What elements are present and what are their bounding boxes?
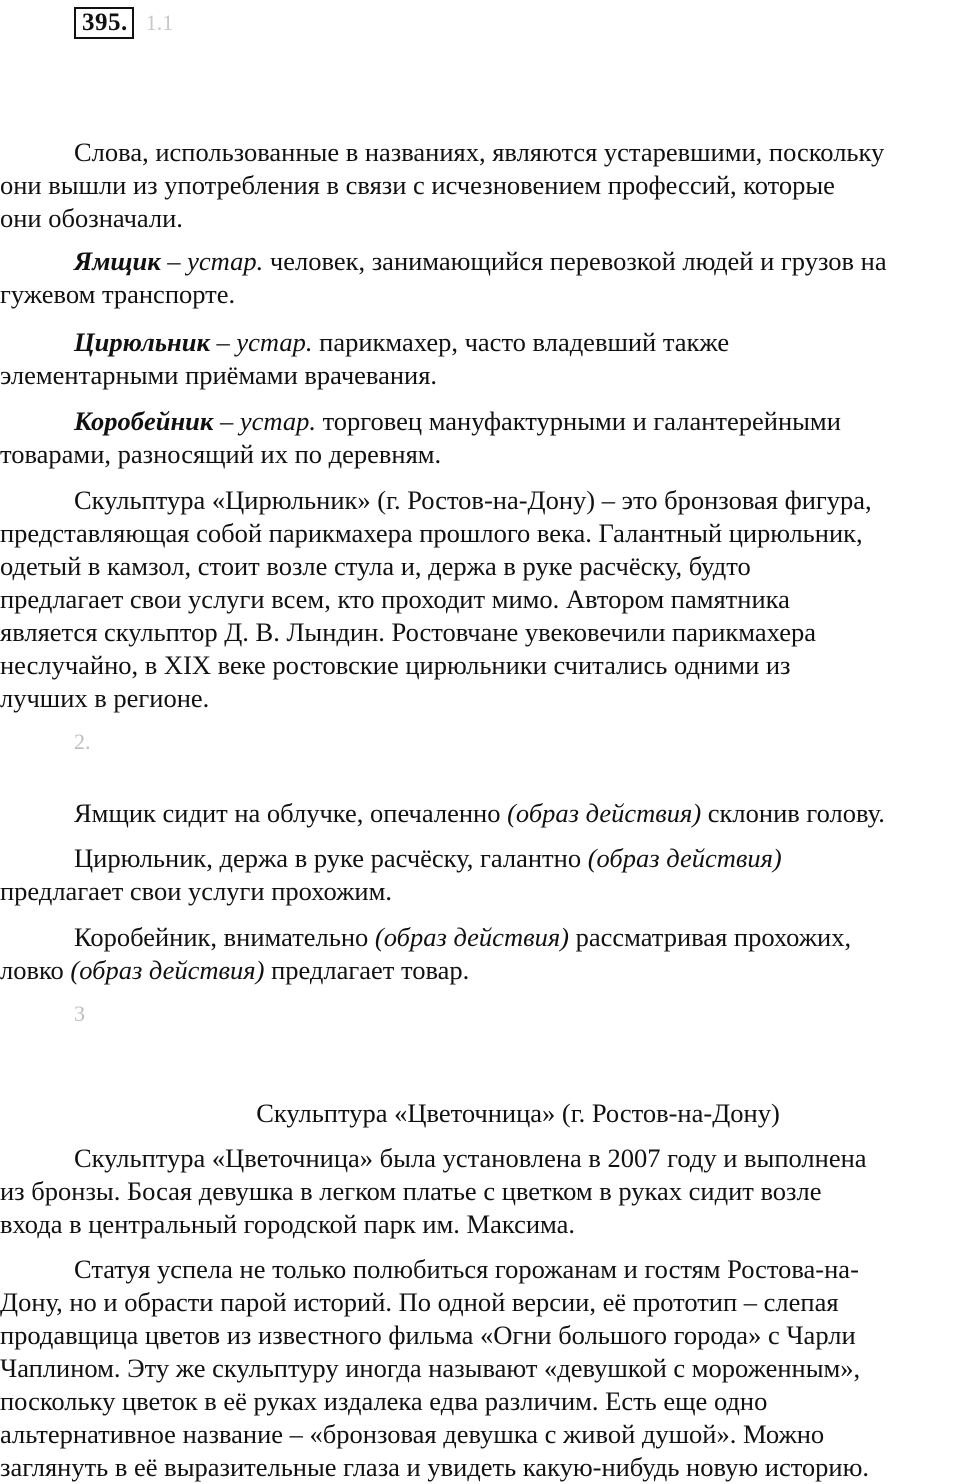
definition-text: человек, занимающийся перевозкой людей и грузов на (263, 246, 887, 276)
text-line: Слова, использованные в названиях, являются устаревшими, поскольку (74, 137, 885, 167)
definition-term: Коробейник (74, 406, 214, 436)
text-line (0, 842, 960, 875)
exercise-number: 395. (74, 7, 134, 39)
text-line: неслучайно, в XIX веке ростовские цирюльники считались одними из (0, 650, 791, 680)
exercise-header (74, 6, 173, 40)
text-line: Скульптура «Цветочница» была установлена в 2007 году и выполнена (74, 1143, 867, 1173)
grammar-note: (образ действия) (507, 798, 702, 828)
essay-paragraph-1 (0, 1142, 960, 1241)
text-line: из бронзы. Босая девушка в легком платье с цветком в руках сидит возле (0, 1176, 822, 1206)
text-line: лучших в регионе. (0, 683, 210, 713)
definition-text: парикмахер, часто владевший также (312, 327, 730, 357)
sentence-text: рассматривая прохожих, (568, 922, 852, 952)
sentence-korobeynik (0, 921, 960, 987)
text-line: Скульптура «Цирюльник» (г. Ростов-на-Дону) – это бронзовая фигура, (74, 485, 872, 515)
text-line: Дону, но и обрасти парой историй. По одной версии, её прототип – слепая (0, 1287, 839, 1317)
sentence-text: предлагает товар. (264, 955, 470, 985)
grammar-note: (образ действия) (587, 843, 782, 873)
definition-tsiryulnik (0, 326, 960, 392)
definition-korobeynik (0, 405, 960, 471)
text-line: продавщица цветов из известного фильма «Огни большого города» с Чарли (0, 1320, 856, 1350)
text-line: они обозначали. (0, 203, 183, 233)
essay-paragraph-2 (0, 1253, 960, 1484)
text-line: Чаплином. Эту же скульптуру иногда называют «девушкой с мороженным», (0, 1353, 861, 1383)
dash: – (209, 327, 237, 357)
sentence-text: Цирюльник, держа в руке расчёску, галантно (74, 843, 588, 873)
sentence-text: Ямщик сидит на облучке, опечаленно (74, 798, 508, 828)
sentence-text: Коробейник, внимательно (74, 922, 375, 952)
dash: – (213, 406, 240, 436)
part-marker-3: 3 (74, 1001, 85, 1026)
definition-term: Ямщик (74, 246, 161, 276)
definition-yamshchik (0, 245, 960, 311)
essay-title: Скульптура «Цветочница» (г. Ростов-на-Дону) (256, 1098, 780, 1128)
text-line: предлагает свои услуги прохожим. (0, 876, 392, 906)
text-line (0, 245, 960, 278)
text-line: элементарными приёмами врачевания. (0, 360, 438, 390)
text-line: одетый в камзол, стоит возле стула и, держа в руке расчёску, будто (0, 551, 751, 581)
sentence-tsiryulnik (0, 842, 960, 908)
sentence-text: ловко (0, 955, 71, 985)
text-line (0, 797, 960, 830)
text-line (0, 954, 960, 987)
definition-text: торговец мануфактурными и галантерейными (315, 406, 841, 436)
text-line: гужевом транспорте. (0, 279, 236, 309)
text-line (0, 921, 960, 954)
sentence-yamshchik (0, 797, 960, 830)
grammar-note: (образ действия) (70, 955, 265, 985)
abbreviation: устар. (239, 406, 316, 436)
text-line: является скульптор Д. В. Лындин. Ростовчане увековечили парикмахера (0, 617, 817, 647)
text-line (0, 326, 960, 359)
text-line: поскольку цветок в её руках издалека едва различим. Есть еще одно (0, 1386, 768, 1416)
part-marker-1: 1.1 (145, 10, 174, 35)
text-line: предлагает свои услуги всем, кто проходит мимо. Автором памятника (0, 584, 790, 614)
text-line: представляющая собой парикмахера прошлого века. Галантный цирюльник, (0, 518, 863, 548)
sentence-text: склонив голову. (701, 798, 885, 828)
text-line (0, 405, 960, 438)
text-line: Статуя успела не только полюбиться горожанам и гостям Ростова-на- (74, 1254, 859, 1284)
text-line: они вышли из употребления в связи с исчезновением профессий, которые (0, 170, 835, 200)
grammar-note: (образ действия) (374, 922, 569, 952)
text-line: товарами, разносящий их по деревням. (0, 439, 442, 469)
text-line: альтернативное название – «бронзовая девушка с живой душой». Можно (0, 1419, 825, 1449)
dash: – (160, 246, 188, 276)
sculpture-paragraph (0, 484, 960, 715)
abbreviation: устар. (187, 246, 264, 276)
definition-term: Цирюльник (74, 327, 210, 357)
part-marker-2: 2. (74, 729, 91, 754)
abbreviation: устар. (236, 327, 313, 357)
intro-paragraph (0, 136, 960, 235)
text-line: заглянуть в её выразительные глаза и увидеть какую-нибудь новую историю. (0, 1452, 870, 1482)
text-line: входа в центральный городской парк им. Максима. (0, 1209, 576, 1239)
